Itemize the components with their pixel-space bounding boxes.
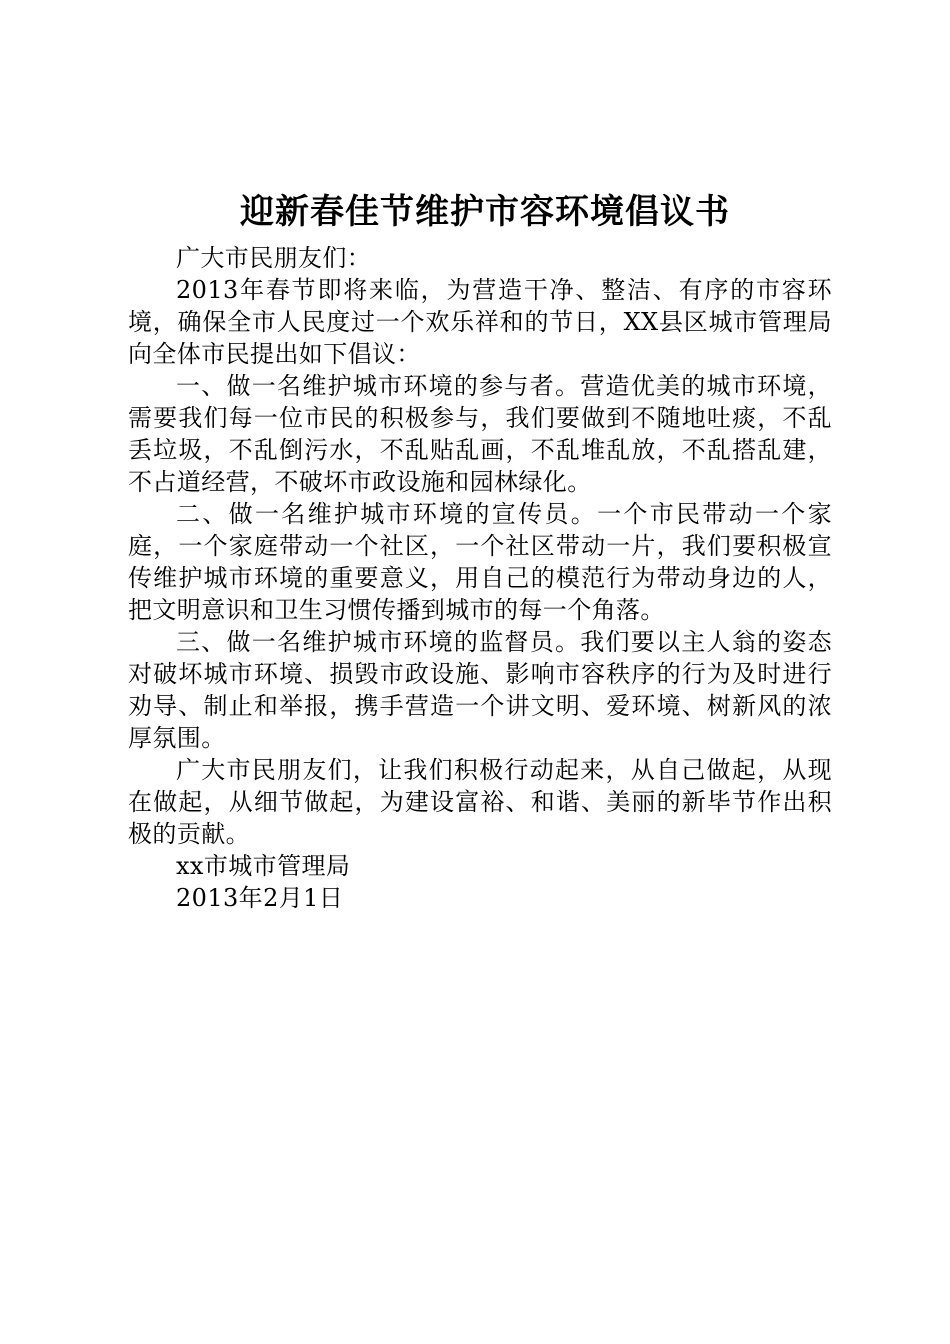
signature-organization: xx市城市管理局 xyxy=(176,852,351,880)
paragraph-closing: 广大市民朋友们，让我们积极行动起来，从自己做起，从现在做起，从细节做起，为建设富裕、和谐、美丽的新毕节作出积极的贡献。 xyxy=(128,756,832,848)
paragraph-publicist: 二、做一名维护城市环境的宣传员。一个市民带动一个家庭，一个家庭带动一个社区，一个社区带动一片，我们要积极宣传维护城市环境的重要意义，用自己的模范行为带动身边的人，把文明意识和卫生习惯传播到城市的每一个角落。 xyxy=(128,500,832,624)
paragraph-intro: 2013年春节即将来临，为营造干净、整洁、有序的市容环境，确保全市人民度过一个欢乐祥和的节日，XX县区城市管理局向全体市民提出如下倡议： xyxy=(128,276,832,368)
paragraph-participant: 一、做一名维护城市环境的参与者。营造优美的城市环境，需要我们每一位市民的积极参与，我们要做到不随地吐痰，不乱丢垃圾，不乱倒污水，不乱贴乱画，不乱堆乱放，不乱搭乱建，不占道经营，不破坏市政设施和园林绿化。 xyxy=(128,372,832,496)
paragraph-supervisor: 三、做一名维护城市环境的监督员。我们要以主人翁的姿态对破坏城市环境、损毁市政设施、影响市容秩序的行为及时进行劝导、制止和举报，携手营造一个讲文明、爱环境、树新风的浓厚氛围。 xyxy=(128,628,832,752)
document-body xyxy=(128,242,832,914)
salutation: 广大市民朋友们： xyxy=(176,244,372,272)
document-title: 迎新春佳节维护市容环境倡议书 xyxy=(240,192,730,232)
signature-date: 2013年2月1日 xyxy=(176,884,344,912)
